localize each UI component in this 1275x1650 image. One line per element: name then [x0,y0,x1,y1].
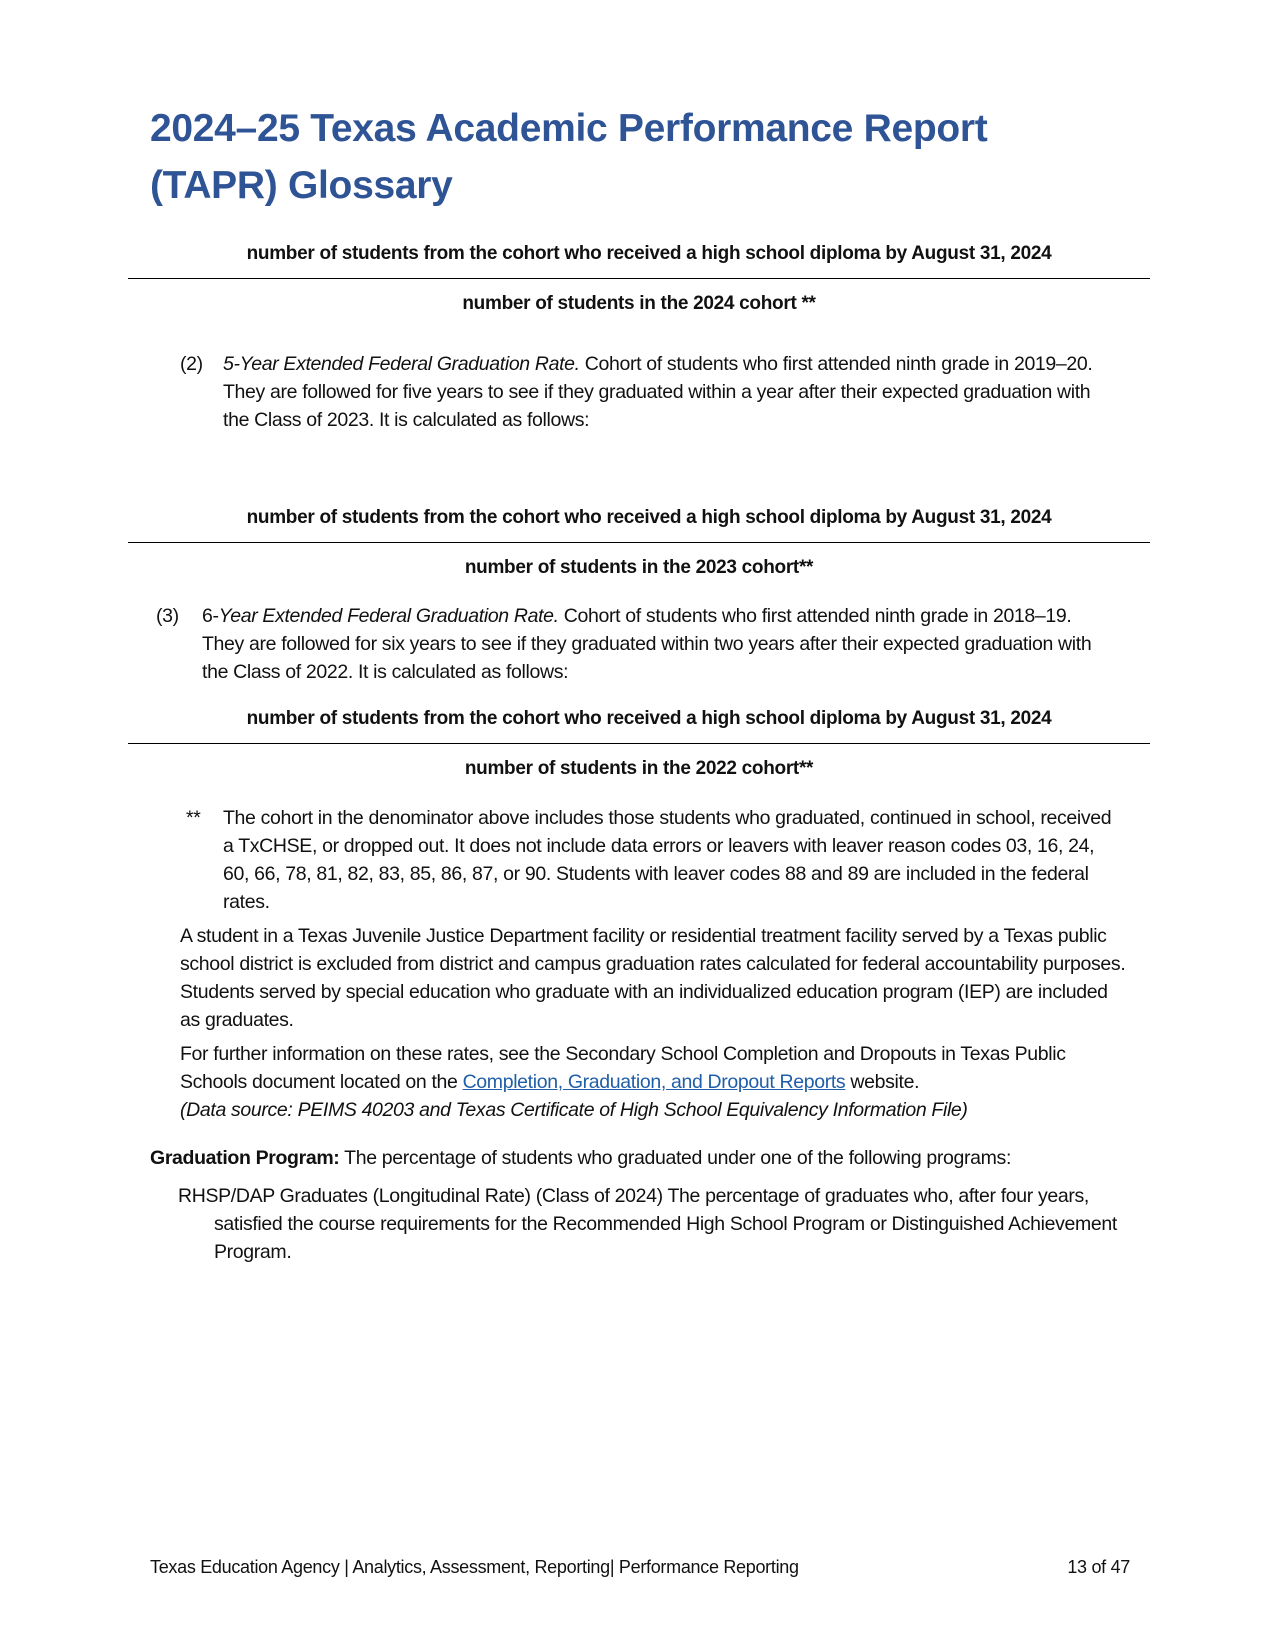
formula-denominator: number of students in the 2022 cohort** [464,758,814,779]
definition-text: The percentage of students who graduated under one of the following programs: [339,1147,1012,1169]
text: For further information on these rates, see the Secondary School Completion and Dropouts in Texas Public Schools document located on the [180,1043,1066,1093]
formula-numerator: number of students from the cohort who received a high school diploma by August 31, 2024 [246,507,1052,528]
item-marker: (3) [156,605,179,627]
fraction-bar [128,278,1150,279]
term: Graduation Program: [150,1147,340,1169]
footnote-marker: ** [186,807,201,829]
term: Year Extended Federal Graduation Rate. [218,605,559,627]
text: website. [845,1071,920,1093]
formula-6yr [128,707,1150,781]
fraction-bar [128,743,1150,744]
formula-denominator: number of students in the 2024 cohort ** [462,293,816,314]
page-title: 2024–25 Texas Academic Performance Report (TAPR) Glossary [150,107,988,208]
footer-agency: Texas Education Agency | Analytics, Assessment, Reporting| Performance Reporting [150,1557,799,1577]
page-number: 13 of 47 [1067,1557,1130,1577]
formula-numerator: number of students from the cohort who received a high school diploma by August 31, 2024 [246,243,1052,264]
rhsp-dap-definition: RHSP/DAP Graduates (Longitudinal Rate) (Class of 2024) The percentage of graduates who, after four years, satisfied the course requirements for the Recommended High School Program or Distinguished Achievement Program. [178,1185,1117,1263]
item-content [202,602,1092,686]
page-footer [150,1555,1130,1579]
definition-text: Cohort of students who first attended ninth grade in 2018–19. They are followed for six years to see if they graduated within two years after their expected graduation with the Class of 2022. It is calculated as follows: [202,605,1092,683]
completion-graduation-dropout-reports-link[interactable]: Completion, Graduation, and Dropout Reports [462,1071,846,1093]
definition-text: Cohort of students who first attended ninth grade in 2019–20. They are followed for five years to see if they graduated within a year after their expected graduation with the Class of 2023. It is calculated as follows: [223,353,1093,431]
data-source-note: (Data source: PEIMS 40203 and Texas Certificate of High School Equivalency Information File) [180,1099,968,1121]
paragraph-further-info [180,1040,1130,1124]
item-content [223,350,1103,434]
footnote-text: The cohort in the denominator above includes those students who graduated, continued in school, received a TxCHSE, or dropped out. It does not include data errors or leavers with leaver reason codes 03, 16, 24, 60, 66, 78, 81, 82, 83, 85, 86, 87, or 90. Students with leaver codes 88 and 89 are included in the federal rates. [223,807,1112,913]
term-prefix: 6- [202,605,219,627]
graduation-program-definition [150,1144,1130,1172]
formula-4yr [128,242,1150,316]
item-marker: (2) [180,353,203,375]
formula-numerator: number of students from the cohort who received a high school diploma by August 31, 2024 [246,708,1052,729]
formula-denominator: number of students in the 2023 cohort** [464,557,814,578]
paragraph-jjd-exclusion: A student in a Texas Juvenile Justice Department facility or residential treatment facility served by a Texas public school district is excluded from district and campus graduation rates calculated for federal accountability purposes. Students served by special education who graduate with an individualized education program (IEP) are included as graduates. [180,925,1126,1031]
fraction-bar [128,542,1150,543]
formula-5yr [128,506,1150,580]
term: 5-Year Extended Federal Graduation Rate. [223,353,580,375]
